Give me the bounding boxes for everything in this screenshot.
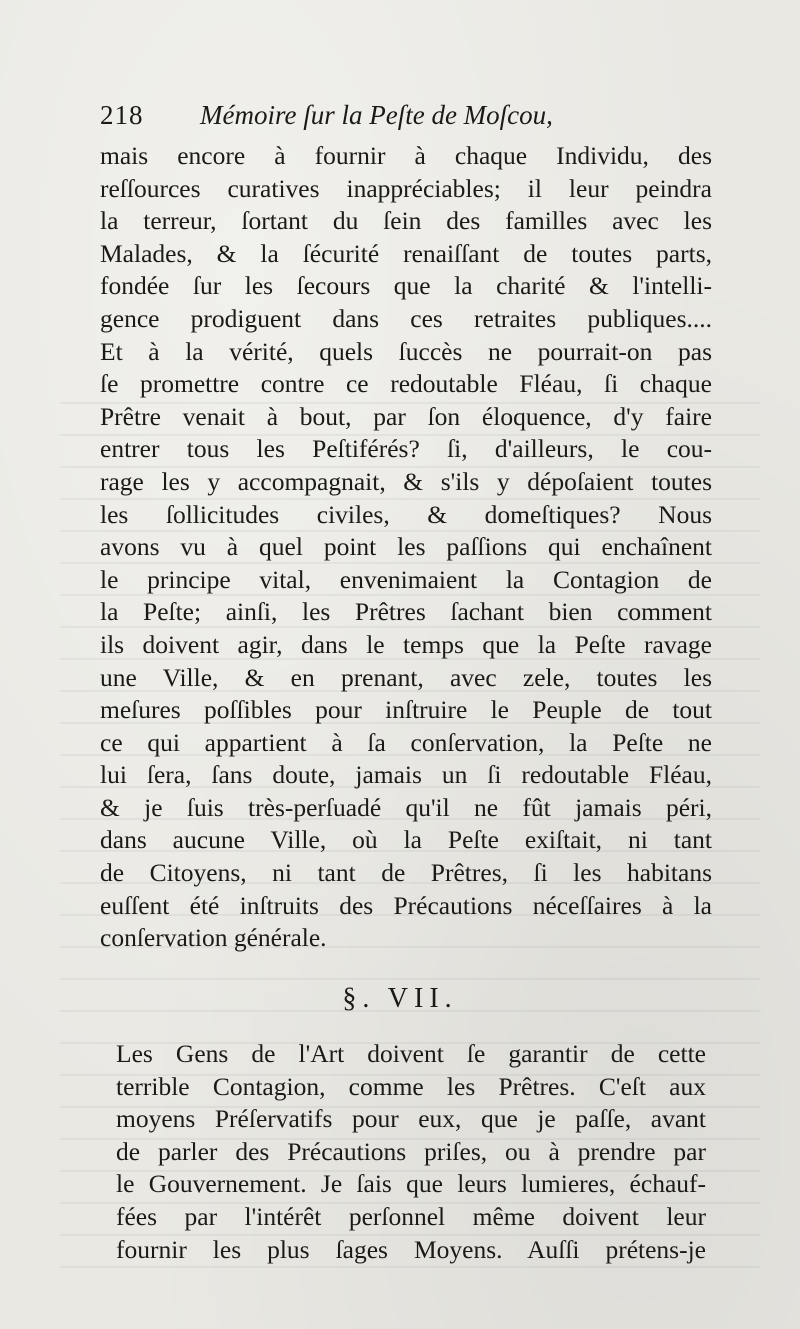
text-line: gence prodiguent dans ces retraites publiques.... (100, 303, 712, 333)
text-line: mais encore à fournir à chaque Individu, des (100, 141, 712, 170)
text-line: conſervation générale. (100, 923, 327, 953)
text-line: dans aucune Ville, où la Peſte exiſtait, ni tant (100, 825, 712, 855)
running-head (100, 98, 725, 132)
paragraph-2 (116, 1038, 706, 1266)
text-line: Les Gens de l'Art doivent ſe garantir de cette (116, 1039, 706, 1068)
text-line: de Citoyens, ni tant de Prêtres, ſi les habitans (100, 858, 712, 888)
text-line: fournir les plus ſages Moyens. Auſſi prétens-je (116, 1234, 706, 1264)
text-line: meſures poſſibles pour inſtruire le Peuple de tout (100, 695, 712, 725)
text-line: fées par l'intérêt perſonnel même doivent leur (116, 1201, 706, 1231)
text-line: reſſources curatives inappréciables; il leur peindra (100, 173, 712, 203)
text-line: lui ſera, ſans doute, jamais un ſi redoutable Fléau, (100, 760, 712, 790)
page-number: 218 (100, 100, 144, 130)
text-line: Prêtre venait à bout, par ſon éloquence, d'y faire (100, 401, 712, 431)
text-line: de parler des Précautions priſes, ou à prendre par (116, 1136, 706, 1166)
text-line: ce qui appartient à ſa conſervation, la Peſte ne (100, 727, 712, 757)
text-line: & je ſuis très-perſuadé qu'il ne fût jamais péri, (100, 792, 712, 822)
text-line: terrible Contagion, comme les Prêtres. C'eſt aux (116, 1071, 706, 1101)
text-line: Malades, & la ſécurité renaiſſant de toutes parts, (100, 238, 712, 268)
section-heading: §. VII. (342, 983, 458, 1014)
paragraph-1 (100, 140, 712, 955)
text-line: la Peſte; ainſi, les Prêtres ſachant bien comment (100, 597, 712, 627)
text-line: Et à la vérité, quels ſuccès ne pourrait-on pas (100, 336, 712, 366)
text-line: euſſent été inſtruits des Précautions néceſſaires à la (100, 890, 712, 920)
text-line: le Gouvernement. Je ſais que leurs lumieres, échauf- (116, 1169, 706, 1199)
text-line: ſe promettre contre ce redoutable Fléau, ſi chaque (100, 369, 712, 399)
text-line: une Ville, & en prenant, avec zele, toutes les (100, 662, 712, 692)
text-line: avons vu à quel point les paſſions qui enchaînent (100, 532, 712, 562)
text-line: ils doivent agir, dans le temps que la Peſte ravage (100, 629, 712, 659)
text-line: fondée ſur les ſecours que la charité & l'intelli- (100, 271, 712, 301)
text-line: moyens Préſervatifs pour eux, que je paſſe, avant (116, 1104, 706, 1134)
text-line: rage les y accompagnait, & s'ils y dépoſaient toutes (100, 466, 712, 496)
text-line: les ſollicitudes civiles, & domeſtiques? Nous (100, 499, 712, 529)
text-line: la terreur, ſortant du ſein des familles avec les (100, 206, 712, 236)
running-title: Mémoire ſur la Peſte de Moſcou, (200, 100, 553, 130)
text-line: entrer tous les Peſtiférés? ſi, d'ailleurs, le cou- (100, 434, 712, 464)
text-line: le principe vital, envenimaient la Contagion de (100, 564, 712, 594)
